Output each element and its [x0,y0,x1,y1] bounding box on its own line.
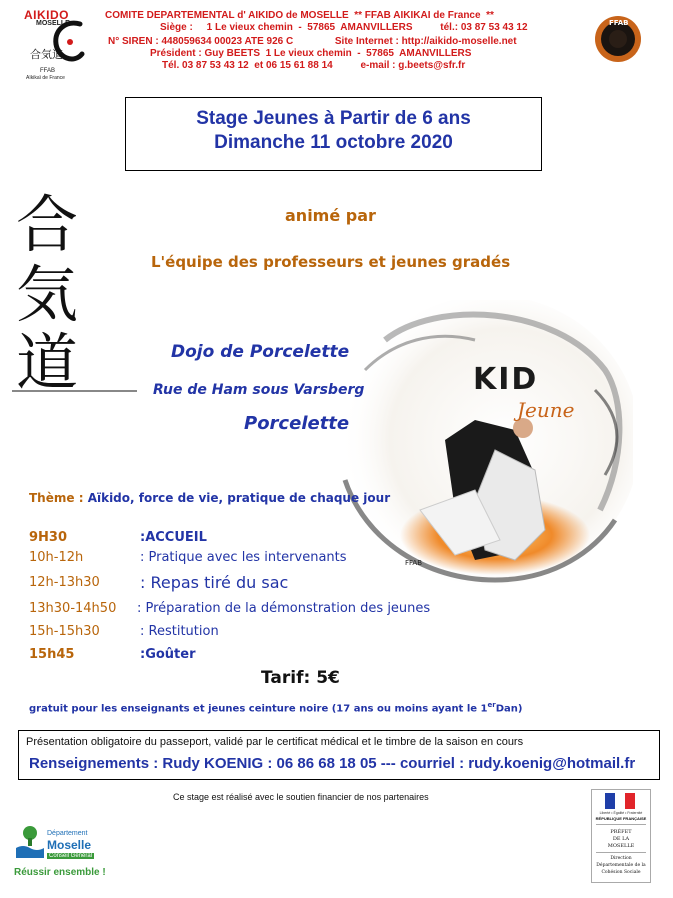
svg-text:合気道: 合気道 [30,48,63,61]
schedule-desc: : Restitution [140,624,219,639]
gratuit-tail: Dan) [495,703,523,715]
equipe-text: L'équipe des professeurs et jeunes gradés [151,253,511,271]
header-line-2: Siège : 1 Le vieux chemin - 57865 AMANVILLERS tél.: 03 87 53 43 12 [160,22,528,33]
schedule-time: 13h30-14h50 [29,601,117,616]
poster-ffab-text: FFAB [405,559,423,567]
prefet-title: PRÉFET [610,829,632,835]
poster-kido-text: KID [473,362,539,397]
marianne-flag-icon [605,793,635,809]
schedule-desc: :Goûter [140,647,196,662]
moselle-logo [14,824,104,882]
header-line-3: N° SIREN : 448059634 00023 ATE 926 C Site Internet : http://aikido-moselle.net [108,36,517,47]
prefet-de-la: DE LA [612,836,630,842]
ffab-emblem-icon [593,9,643,69]
dojo-street: Rue de Ham sous Varsberg [153,382,365,398]
prefet-logo [591,789,651,883]
prefet-divider [596,824,646,825]
poster-jeunes-text: Jeune [517,398,575,422]
theme-label: Thème : [29,491,84,505]
gratuit-sup: er [487,701,496,709]
dojo-city: Porcelette [244,413,350,434]
schedule-desc: : Préparation de la démonstration des jeunes [137,601,431,616]
support-text: Ce stage est réalisé avec le soutien financier de nos partenaires [173,792,429,802]
aikido-moselle-logo [22,8,102,80]
svg-text:気: 気 [16,258,79,331]
theme-value: Aïkido, force de vie, pratique de chaque jour [87,491,391,505]
title-line-2: Dimanche 11 octobre 2020 [214,132,453,153]
prefet-direction: Direction [610,856,632,861]
dojo-name: Dojo de Porcelette [171,342,350,362]
prefet-moselle: MOSELLE [607,843,635,849]
logo-ffab-text: FFAB [40,68,56,74]
anime-par-text: animé par [285,206,376,225]
contact-line: Renseignements : Rudy KOENIG : 06 86 68 18 05 --- courriel : rudy.koenig@hotmail.fr [29,755,636,772]
title-line-1: Stage Jeunes à Partir de 6 ans [196,108,471,129]
theme-line [29,491,390,505]
title-box [125,97,542,171]
svg-text:合: 合 [16,188,79,261]
schedule-time: 10h-12h [29,550,84,565]
logo-sub: MOSELLE [36,20,70,27]
calligraphy-icon [12,188,137,393]
moselle-cg: Conseil Général [49,853,93,859]
prefet-cohesion: Cohésion Sociale [601,870,641,875]
gratuit-main: gratuit pour les enseignants et jeunes ceinture noire (17 ans ou moins ayant le 1 [29,703,488,715]
gratuit-text [29,701,522,714]
schedule-time: 15h-15h30 [29,624,100,639]
moselle-tree-icon [16,824,44,858]
moselle-name: Moselle [47,838,92,852]
logo-brand: AIKIDO [24,8,69,22]
moselle-slogan: Réussir ensemble ! [14,867,106,878]
ffab-logo [593,9,643,69]
schedule-time: 15h45 [29,647,75,662]
aikido-calligraphy [12,188,137,393]
header-line-5: Tél. 03 87 53 43 12 et 06 15 61 88 14 e-mail : g.beets@sfr.fr [162,60,466,71]
moselle-dept: Département [47,830,88,837]
prefet-motto: Liberté • Égalité • Fraternité [599,811,643,815]
prefet-direction-2: Départementale de la [596,863,646,868]
passport-notice: Présentation obligatoire du passeport, validé par le certificat médical et le timbre de la saison en cours [26,736,524,748]
schedule-time: 9H30 [29,530,68,545]
aikido-jeunes-poster [325,300,633,590]
prefet-divider [596,852,646,853]
header-line-1: COMITE DEPARTEMENTAL d' AIKIDO de MOSELLE ** FFAB AIKIKAI de France ** [105,10,494,21]
svg-text:道: 道 [16,326,79,393]
info-box [18,730,660,780]
logo-federation-text: Aïkikaï de France [26,75,65,81]
header-line-4: Président : Guy BEETS 1 Le vieux chemin - 57865 AMANVILLERS [150,48,472,59]
schedule-desc: : Pratique avec les intervenants [140,550,347,565]
ffab-badge-text: FFAB [609,19,629,27]
prefet-republique: RÉPUBLIQUE FRANÇAISE [595,816,647,821]
enso-icon [22,18,102,78]
schedule-desc: : Repas tiré du sac [140,573,289,592]
tarif-text: Tarif: 5€ [261,668,340,688]
poster-image [325,300,633,590]
schedule-desc: :ACCUEIL [140,530,207,545]
schedule-time: 12h-13h30 [29,575,100,590]
